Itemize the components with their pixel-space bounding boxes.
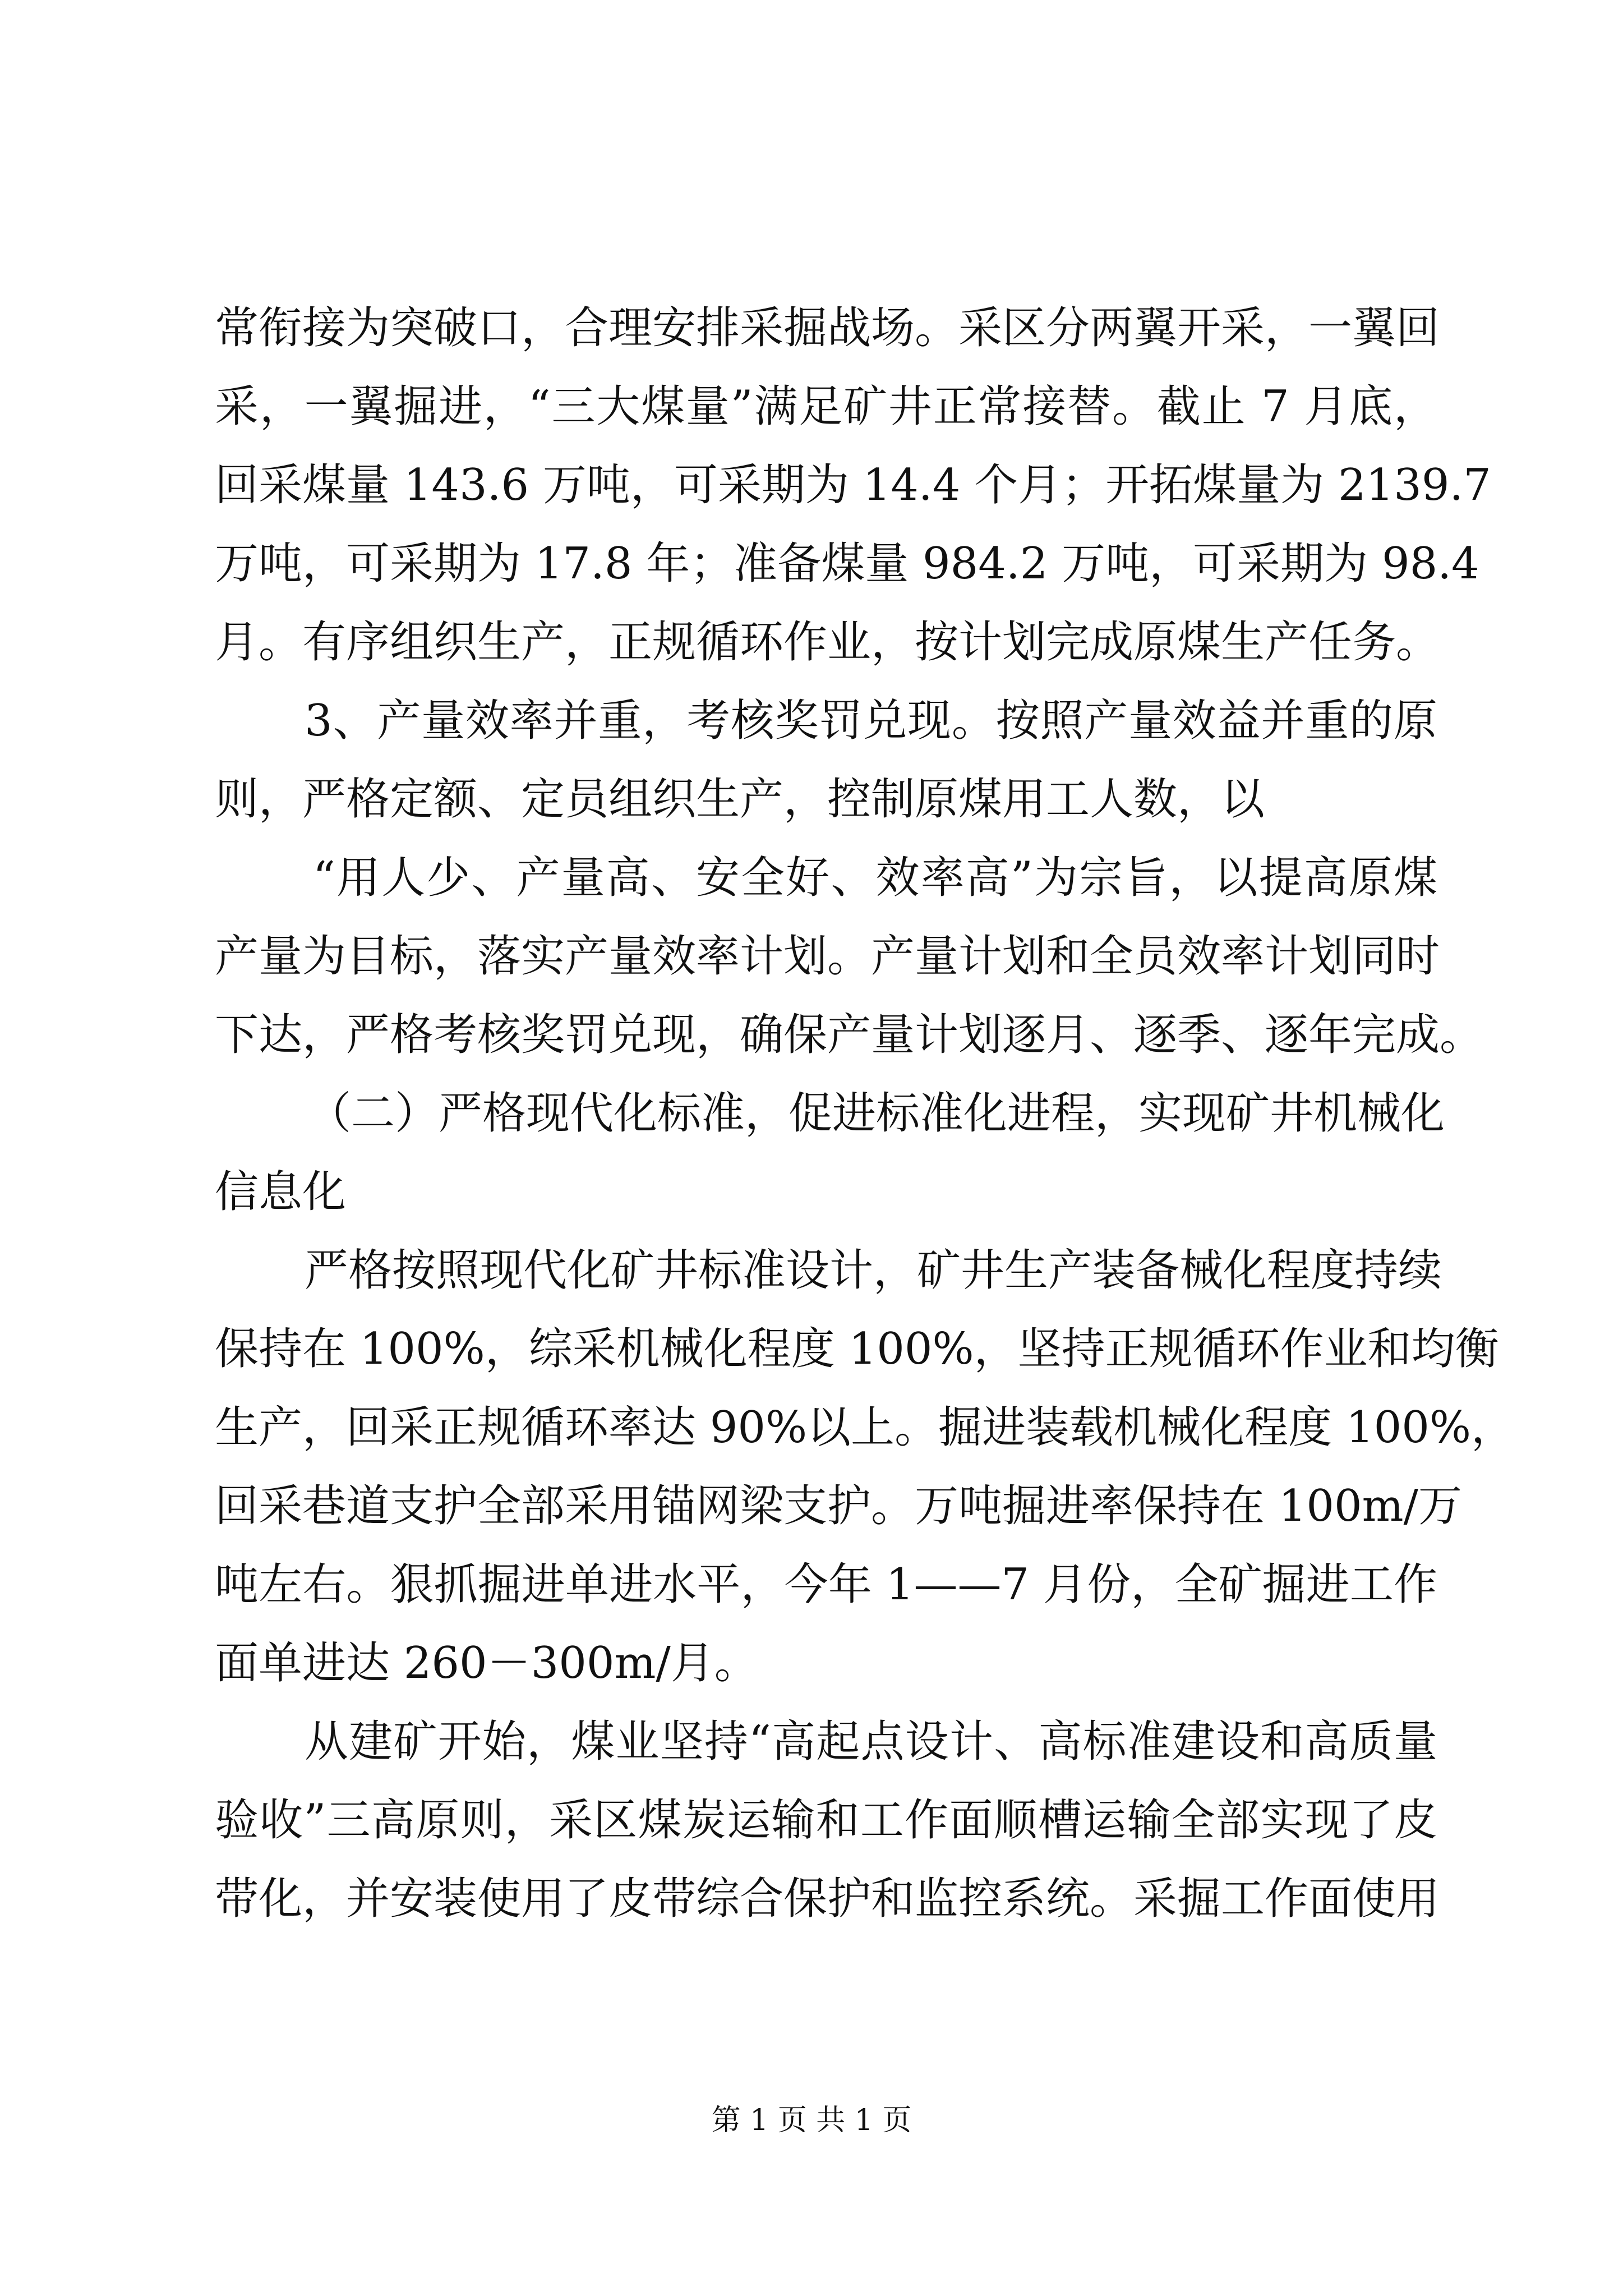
text-line: 下达，严格考核奖罚兑现，确保产量计划逐月、逐季、逐年完成。 bbox=[215, 1010, 1484, 1060]
text-line: 产量为目标，落实产量效率计划。产量计划和全员效率计划同时 bbox=[215, 931, 1440, 982]
section-heading: （二）严格现代化标准，促进标准化进程，实现矿井机械化 bbox=[307, 1088, 1445, 1139]
text-line: 回采巷道支护全部采用锚网梁支护。万吨掘进率保持在 100m/万 bbox=[215, 1481, 1462, 1531]
text-line: 3、产量效率并重，考核奖罚兑现。按照产量效益并重的原 bbox=[305, 696, 1437, 746]
text-line: 严格按照现代化矿井标准设计，矿井生产装备械化程度持续 bbox=[305, 1245, 1442, 1296]
text-line: 从建矿开始，煤业坚持“高起点设计、高标准建设和高质量 bbox=[305, 1717, 1437, 1767]
text-line: 万吨，可采期为 17.8 年；准备煤量 984.2 万吨，可采期为 98.4 bbox=[215, 539, 1479, 589]
text-line: 保持在 100%，综采机械化程度 100%，坚持正规循环作业和均衡 bbox=[215, 1324, 1499, 1374]
text-line: 则，严格定额、定员组织生产，控制原煤用工人数，以 bbox=[215, 774, 1265, 825]
text-line: 生产，回采正规循环率达 90%以上。掘进装载机械化程度 100%， bbox=[215, 1402, 1515, 1453]
page-footer: 第 1 页 共 1 页 bbox=[711, 2104, 912, 2137]
text-line: 月。有序组织生产，正规循环作业，按计划完成原煤生产任务。 bbox=[215, 617, 1440, 668]
text-line: 面单进达 260－300m/月。 bbox=[215, 1638, 758, 1688]
text-line: 回采煤量 143.6 万吨，可采期为 14.4 个月；开拓煤量为 2139.7 bbox=[215, 460, 1491, 510]
text-line: 带化，并安装使用了皮带综合保护和监控系统。采掘工作面使用 bbox=[215, 1874, 1440, 1924]
text-line: 验收”三高原则，采区煤炭运输和工作面顺槽运输全部实现了皮 bbox=[215, 1795, 1437, 1846]
text-line: “用人少、产量高、安全好、效率高”为宗旨，以提高原煤 bbox=[313, 853, 1437, 903]
text-line: 吨左右。狠抓掘进单进水平，今年 1——7 月份，全矿掘进工作 bbox=[215, 1559, 1437, 1610]
section-heading-continuation: 信息化 bbox=[215, 1167, 347, 1217]
text-line: 常衔接为突破口，合理安排采掘战场。采区分两翼开采，一翼回 bbox=[215, 303, 1440, 353]
text-line: 采，一翼掘进，“三大煤量”满足矿井正常接替。截止 7 月底， bbox=[215, 381, 1437, 432]
